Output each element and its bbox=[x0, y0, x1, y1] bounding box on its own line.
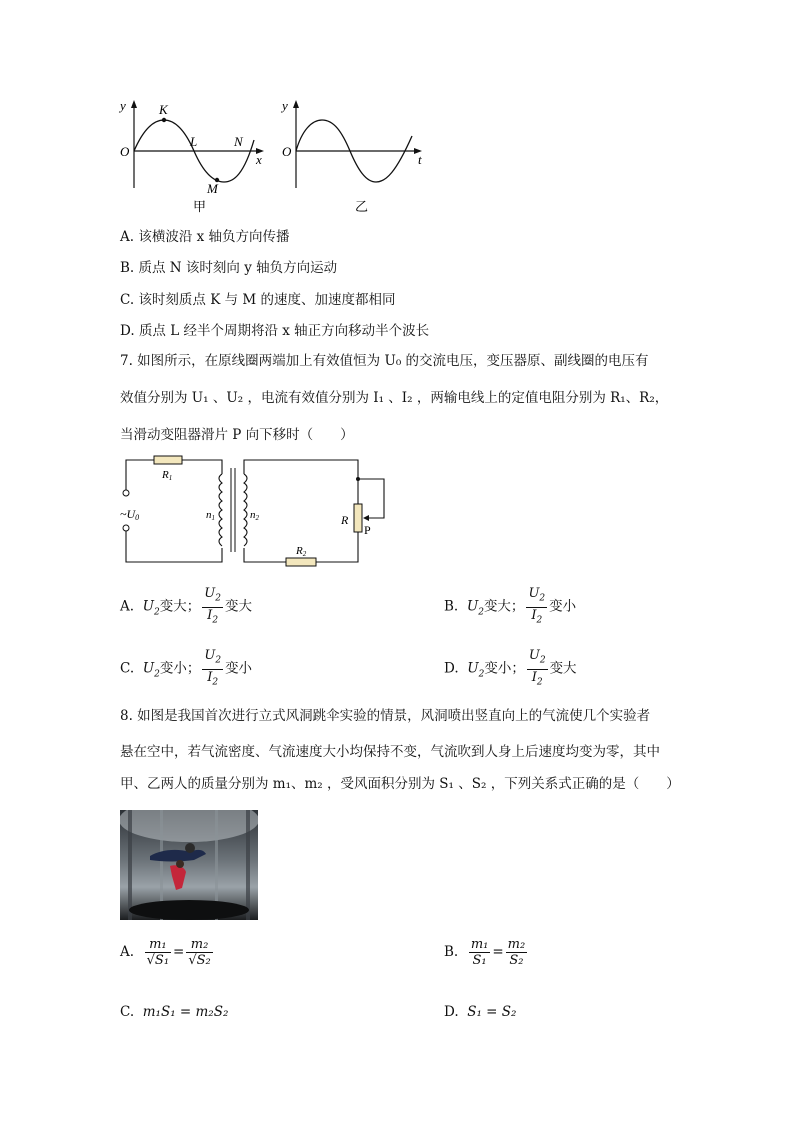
q8-option-c: C. m₁S₁ = m₂S₂ bbox=[120, 1004, 229, 1020]
q7-option-b: B. $U_2$变大； $\frac{U_2}{I_2}$ 变小 bbox=[444, 586, 577, 626]
u0-label: ~U0 bbox=[120, 507, 140, 522]
point-m-label: M bbox=[207, 181, 218, 196]
point-k-label: K bbox=[159, 102, 168, 117]
p-label: P bbox=[364, 523, 371, 537]
axis-y-label: y bbox=[282, 98, 288, 113]
q8-option-a: A. $\frac{\text{m₁}}{\text{√S₁}}$ = $\frac{\text{m₂}}{\text{√S₂}}$ bbox=[120, 937, 211, 968]
q8-stem-line1: 8. 如图是我国首次进行立式风洞跳伞实验的情景，风洞喷出竖直向上的气流使几个实验者 bbox=[120, 708, 651, 724]
q6-option-c: C. 该时刻质点 K 与 M 的速度、加速度都相同 bbox=[120, 292, 396, 308]
wave-t-figure bbox=[272, 96, 432, 216]
r-label: R bbox=[341, 513, 349, 527]
n2-label: n2 bbox=[250, 509, 259, 522]
q7-stem-line3: 当滑动变阻器滑片 P 向下移时（ ） bbox=[120, 427, 354, 443]
q8-stem-line2: 悬在空中，若气流密度、气流速度大小均保持不变，气流吹到人身上后速度均变为零，其中 bbox=[120, 744, 660, 760]
q7-option-c: C. $U_2$变小； $\frac{U_2}{I_2}$ 变小 bbox=[120, 648, 253, 688]
q7-stem-line1: 7. 如图所示，在原线圈两端加上有效值恒为 U₀ 的交流电压，变压器原、副线圈的电压有 bbox=[120, 353, 649, 369]
axis-y-label: y bbox=[120, 98, 126, 113]
q7-option-d: D. $U_2$变小； $\frac{U_2}{I_2}$ 变大 bbox=[444, 648, 577, 688]
caption-jia: 甲 bbox=[193, 199, 207, 214]
wave-x-figure bbox=[110, 96, 270, 216]
point-n-label: N bbox=[234, 134, 243, 149]
q6-option-a: A. 该横波沿 x 轴负方向传播 bbox=[120, 229, 290, 245]
axis-t-label: t bbox=[418, 152, 422, 167]
origin-label: O bbox=[282, 144, 292, 159]
q8-option-d: D. S₁ = S₂ bbox=[444, 1004, 517, 1020]
q8-option-b: B. $\frac{\text{m₁}}{\text{S₁}}$ = $\frac{\text{m₂}}{\text{S₂}}$ bbox=[444, 937, 526, 968]
q6-option-d: D. 质点 L 经半个周期将沿 x 轴正方向移动半个波长 bbox=[120, 323, 430, 339]
r1-label: R1 bbox=[162, 469, 173, 482]
wind-tunnel-photo bbox=[120, 810, 258, 920]
n1-label: n1 bbox=[206, 509, 215, 522]
q7-stem-line2: 效值分别为 U₁ 、U₂ ，电流有效值分别为 I₁ 、I₂ ，两输电线上的定值电阻分别为 R₁、R₂， bbox=[120, 390, 669, 406]
axis-x-label: x bbox=[256, 152, 262, 167]
r2-label: R2 bbox=[296, 545, 307, 558]
caption-yi: 乙 bbox=[355, 199, 369, 214]
transformer-circuit bbox=[114, 452, 394, 572]
q8-stem-line3: 甲、乙两人的质量分别为 m₁、m₂ ，受风面积分别为 S₁ 、S₂ ，下列关系式正确的是（ ） bbox=[120, 776, 680, 792]
origin-label: O bbox=[120, 144, 130, 159]
q7-option-a: A. $U_2$变大； $\frac{U_2}{I_2}$ 变大 bbox=[120, 586, 252, 626]
point-l-label: L bbox=[190, 134, 198, 149]
q6-option-b: B. 质点 N 该时刻向 y 轴负方向运动 bbox=[120, 260, 338, 276]
